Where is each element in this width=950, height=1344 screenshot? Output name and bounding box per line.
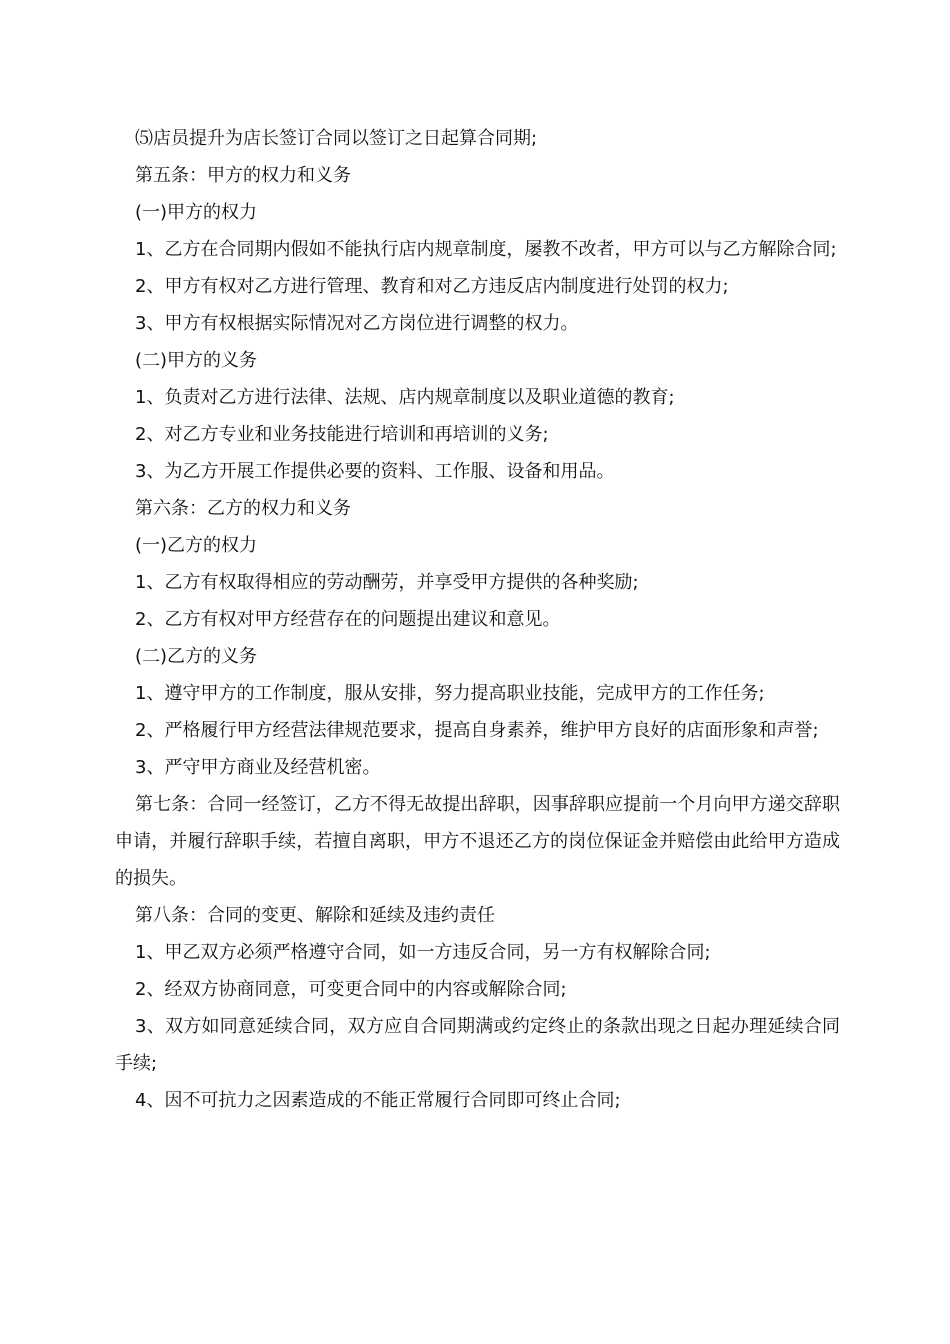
article-6-heading: 第六条：乙方的权力和义务 — [135, 498, 351, 519]
party-a-right-3: 3、甲方有权根据实际情况对乙方岗位进行调整的权力。 — [135, 313, 579, 334]
party-b-duties-heading: (二)乙方的义务 — [135, 646, 258, 667]
party-a-duty-1: 1、负责对乙方进行法律、法规、店内规章制度以及职业道德的教育; — [135, 387, 675, 408]
article-5-heading: 第五条：甲方的权力和义务 — [135, 165, 351, 186]
party-a-duty-2: 2、对乙方专业和业务技能进行培训和再培训的义务; — [135, 424, 549, 445]
party-b-duty-1: 1、遵守甲方的工作制度，服从安排，努力提高职业技能，完成甲方的工作任务; — [135, 683, 765, 704]
party-b-right-2: 2、乙方有权对甲方经营存在的问题提出建议和意见。 — [135, 609, 561, 630]
article-7: 第七条：合同一经签订，乙方不得无故提出辞职，因事辞职应提前一个月向甲方递交辞职申请，并履行辞职手续，若擅自离职，甲方不退还乙方的岗位保证金并赔偿由此给甲方造成的损失。 — [115, 794, 840, 889]
article-8-item-3: 3、双方如同意延续合同，双方应自合同期满或约定终止的条款出现之日起办理延续合同手续; — [115, 1016, 840, 1074]
article-8-item-2: 2、经双方协商同意，可变更合同中的内容或解除合同; — [135, 979, 567, 1000]
party-a-duties-heading: (二)甲方的义务 — [135, 350, 258, 371]
clause-item-5-promotion: ⑸店员提升为店长签订合同以签订之日起算合同期; — [135, 128, 538, 149]
contract-body — [115, 120, 840, 1119]
party-b-rights-heading: (一)乙方的权力 — [135, 535, 258, 556]
party-b-duty-2: 2、严格履行甲方经营法律规范要求，提高自身素养，维护甲方良好的店面形象和声誉; — [135, 720, 819, 741]
party-a-duty-3: 3、为乙方开展工作提供必要的资料、工作服、设备和用品。 — [135, 461, 615, 482]
party-a-right-2: 2、甲方有权对乙方进行管理、教育和对乙方违反店内制度进行处罚的权力; — [135, 276, 729, 297]
article-8-heading: 第八条：合同的变更、解除和延续及违约责任 — [135, 905, 495, 926]
party-b-duty-3: 3、严守甲方商业及经营机密。 — [135, 757, 381, 778]
article-8-item-4: 4、因不可抗力之因素造成的不能正常履行合同即可终止合同; — [135, 1090, 621, 1111]
party-a-right-1: 1、乙方在合同期内假如不能执行店内规章制度，屡教不改者，甲方可以与乙方解除合同; — [135, 239, 837, 260]
article-8-item-1: 1、甲乙双方必须严格遵守合同，如一方违反合同，另一方有权解除合同; — [135, 942, 711, 963]
party-a-rights-heading: (一)甲方的权力 — [135, 202, 258, 223]
party-b-right-1: 1、乙方有权取得相应的劳动酬劳，并享受甲方提供的各种奖励; — [135, 572, 639, 593]
